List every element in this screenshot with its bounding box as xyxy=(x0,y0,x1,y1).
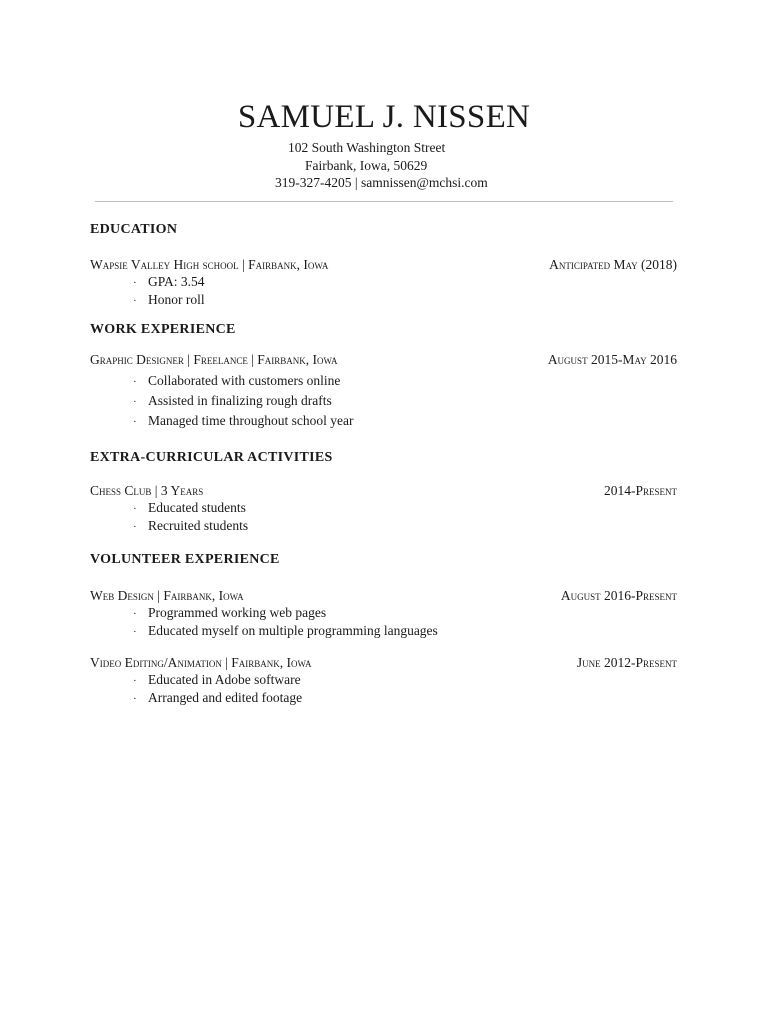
activities-bullet xyxy=(133,499,246,518)
education-date: Anticipated May (2018) xyxy=(549,257,677,272)
phone-email: 319-327-4205 | samnissen@mchsi.com xyxy=(275,175,488,190)
education-bullet xyxy=(133,291,205,310)
bullet-glyph: · xyxy=(133,295,137,307)
bullet-text: Programmed working web pages xyxy=(148,605,327,620)
header-divider xyxy=(95,201,673,202)
work-date: August 2015-May 2016 xyxy=(547,352,677,367)
work-title: Graphic Designer | Freelance | Fairbank, Iowa xyxy=(90,352,338,367)
bullet-glyph: · xyxy=(133,376,137,388)
bullet-text: Honor roll xyxy=(148,292,205,307)
address-line-2: Fairbank, Iowa, 50629 xyxy=(305,158,428,173)
work-bullet xyxy=(133,392,332,411)
bullet-glyph: · xyxy=(133,608,137,620)
bullet-glyph: · xyxy=(133,503,137,515)
volunteer-date: June 2012-Present xyxy=(576,655,677,670)
bullet-text: Recruited students xyxy=(148,518,249,533)
address-line-1: 102 South Washington Street xyxy=(288,140,446,155)
volunteer-bullet xyxy=(133,622,438,641)
bullet-text: Arranged and edited footage xyxy=(148,690,303,705)
work-bullet xyxy=(133,372,340,391)
work-bullet xyxy=(133,412,353,431)
bullet-glyph: · xyxy=(133,416,137,428)
volunteer-bullet xyxy=(133,671,301,690)
applicant-name: SAMUEL J. NISSEN xyxy=(237,99,531,135)
bullet-text: Assisted in finalizing rough drafts xyxy=(148,393,332,408)
bullet-glyph: · xyxy=(133,521,137,533)
bullet-text: Managed time throughout school year xyxy=(148,413,354,428)
bullet-text: Collaborated with customers online xyxy=(148,373,341,388)
bullet-text: Educated students xyxy=(148,500,246,515)
activities-title: Chess Club | 3 Years xyxy=(90,483,204,498)
bullet-text: Educated myself on multiple programming languages xyxy=(148,623,438,638)
bullet-text: Educated in Adobe software xyxy=(148,672,301,687)
volunteer-heading: VOLUNTEER EXPERIENCE xyxy=(90,552,280,567)
activities-bullet xyxy=(133,517,248,536)
volunteer-bullet xyxy=(133,689,302,708)
education-bullet xyxy=(133,273,205,292)
bullet-glyph: · xyxy=(133,277,137,289)
volunteer-bullet xyxy=(133,604,326,623)
volunteer-title: Web Design | Fairbank, Iowa xyxy=(90,588,244,603)
volunteer-date: August 2016-Present xyxy=(560,588,677,603)
bullet-glyph: · xyxy=(133,626,137,638)
work-heading: WORK EXPERIENCE xyxy=(90,322,236,337)
education-school: Wapsie Valley High school | Fairbank, Iowa xyxy=(90,257,329,272)
bullet-glyph: · xyxy=(133,675,137,687)
education-heading: EDUCATION xyxy=(90,222,178,237)
activities-date: 2014-Present xyxy=(603,483,677,498)
volunteer-title: Video Editing/Animation | Fairbank, Iowa xyxy=(90,655,312,670)
bullet-glyph: · xyxy=(133,693,137,705)
bullet-text: GPA: 3.54 xyxy=(148,274,205,289)
bullet-glyph: · xyxy=(133,396,137,408)
activities-heading: EXTRA-CURRICULAR ACTIVITIES xyxy=(90,450,333,465)
